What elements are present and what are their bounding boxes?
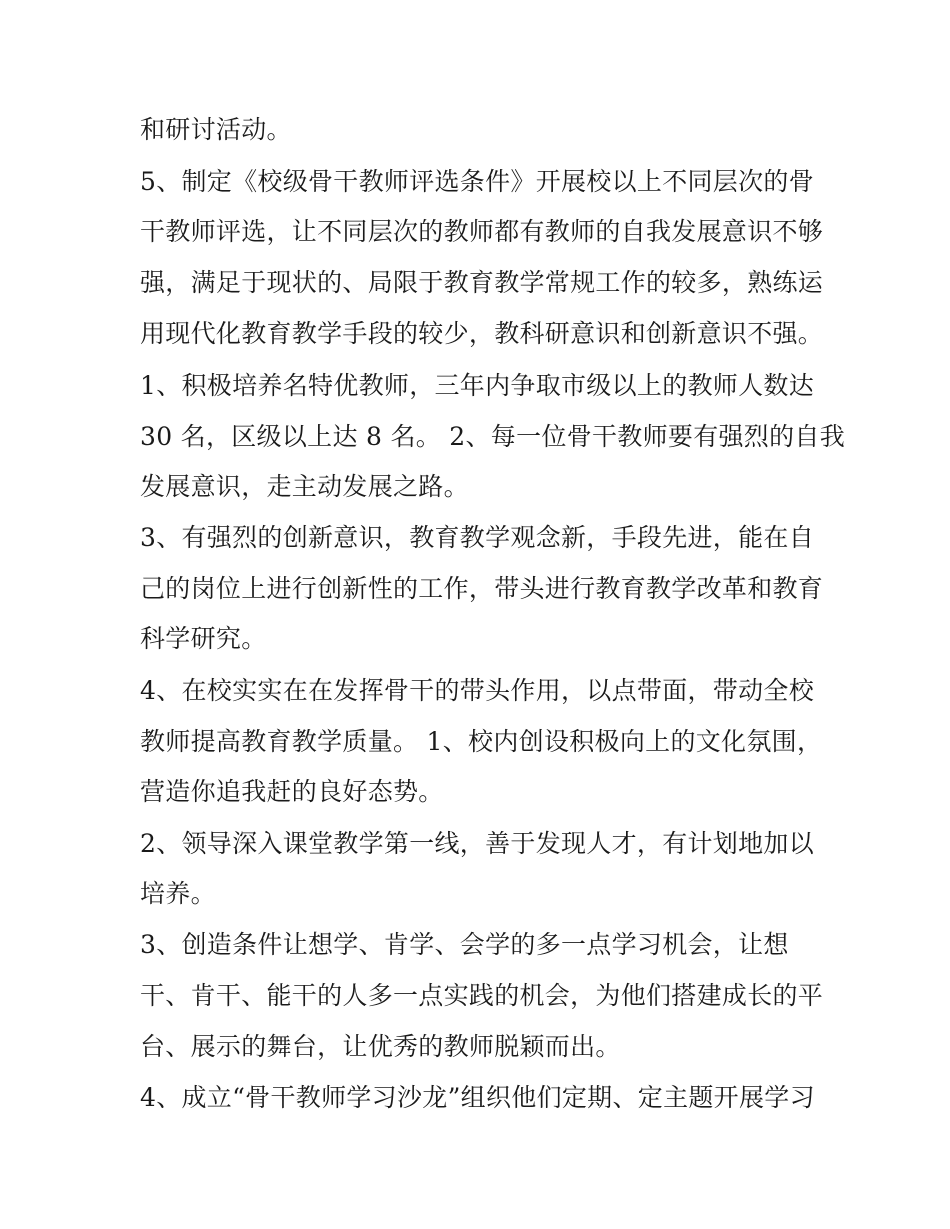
text-line: 己的岗位上进行创新性的工作，带头进行教育教学改革和教育 <box>140 574 824 603</box>
text-line: 营造你追我赶的良好态势。 <box>140 777 444 806</box>
text-line: 和研讨活动。 <box>140 115 292 144</box>
text-line: 1、积极培养名特优教师，三年内争取市级以上的教师人数达 <box>140 371 815 400</box>
text-line: 4、成立“骨干教师学习沙龙”组织他们定期、定主题开展学习 <box>140 1083 815 1112</box>
text-line: 干、肯干、能干的人多一点实践的机会，为他们搭建成长的平 <box>140 981 824 1010</box>
text-line: 科学研究。 <box>140 624 267 653</box>
text-line: 培养。 <box>140 879 216 908</box>
text-line: 4、在校实实在在发挥骨干的带头作用，以点带面，带动全校 <box>140 676 815 705</box>
text-line: 台、展示的舞台，让优秀的教师脱颖而出。 <box>140 1032 621 1061</box>
text-line: 教师提高教育教学质量。 1、校内创设积极向上的文化氛围， <box>140 727 823 756</box>
text-line: 强，满足于现状的、局限于教育教学常规工作的较多，熟练运 <box>140 268 824 297</box>
text-line: 5、制定《校级骨干教师评选条件》开展校以上不同层次的骨 <box>140 167 815 196</box>
text-line: 30 名，区级以上达 8 名。 2、每一位骨干教师要有强烈的自我 <box>140 422 846 451</box>
text-line: 发展意识，走主动发展之路。 <box>140 472 469 501</box>
text-line: 3、有强烈的创新意识，教育教学观念新，手段先进，能在自 <box>140 523 815 552</box>
text-line: 3、创造条件让想学、肯学、会学的多一点学习机会，让想 <box>140 930 789 959</box>
text-line: 用现代化教育教学手段的较少，教科研意识和创新意识不强。 <box>140 319 824 348</box>
text-line: 2、领导深入课堂教学第一线，善于发现人才，有计划地加以 <box>140 829 815 858</box>
text-line: 干教师评选，让不同层次的教师都有教师的自我发展意识不够 <box>140 217 824 246</box>
